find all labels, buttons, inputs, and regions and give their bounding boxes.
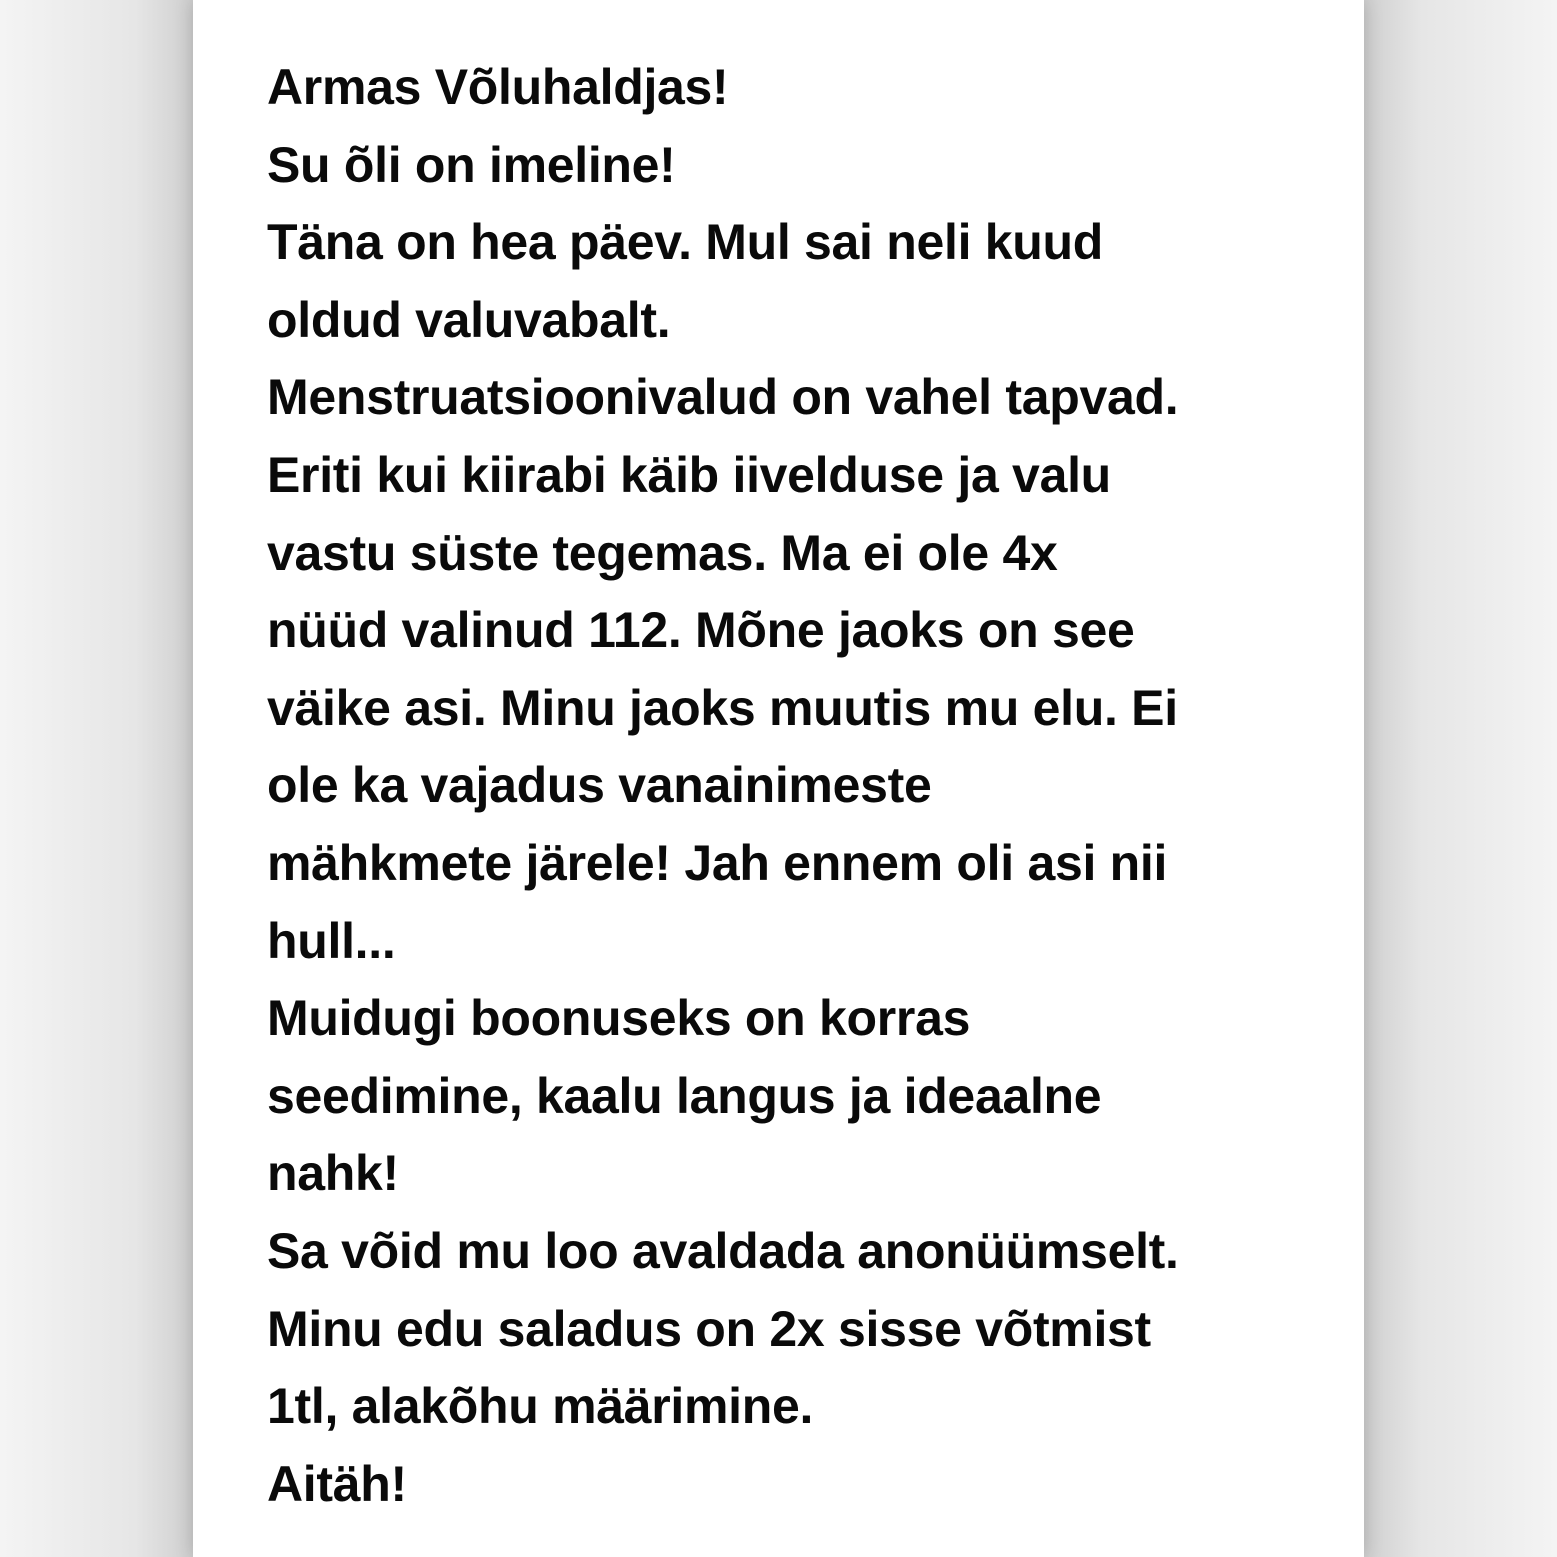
message-line: 1tl, alakõhu määrimine. [267,1378,814,1435]
message-line: seedimine, kaalu langus ja ideaalne [267,1067,1102,1124]
message-text [267,49,1327,1523]
message-line: hull... [267,912,396,969]
message-line: nüüd valinud 112. Mõne jaoks on see [267,602,1135,659]
message-line: ole ka vajadus vanainimeste [267,757,932,814]
backdrop-right [1364,0,1557,1557]
message-line: nahk! [267,1145,399,1202]
message-line: Su õli on imeline! [267,136,676,193]
message-line: Muidugi boonuseks on korras [267,990,971,1047]
message-line: Armas Võluhaldjas! [267,59,729,115]
message-line: mähkmete järele! Jah ennem oli asi nii [267,834,1168,891]
backdrop-left [0,0,193,1557]
message-line: Täna on hea päev. Mul sai neli kuud [267,214,1103,271]
message-line: Aitäh! [267,1455,407,1512]
message-line: oldud valuvabalt. [267,291,671,348]
message-line: Minu edu saladus on 2x sisse võtmist [267,1300,1151,1357]
message-line: Sa võid mu loo avaldada anonüümselt. [267,1222,1179,1279]
message-line: Eriti kui kiirabi käib iivelduse ja valu [267,446,1111,503]
message-line: väike asi. Minu jaoks muutis mu elu. Ei [267,679,1178,736]
message-line: Menstruatsioonivalud on vahel tapvad. [267,369,1179,426]
message-line: vastu süste tegemas. Ma ei ole 4x [267,524,1058,581]
